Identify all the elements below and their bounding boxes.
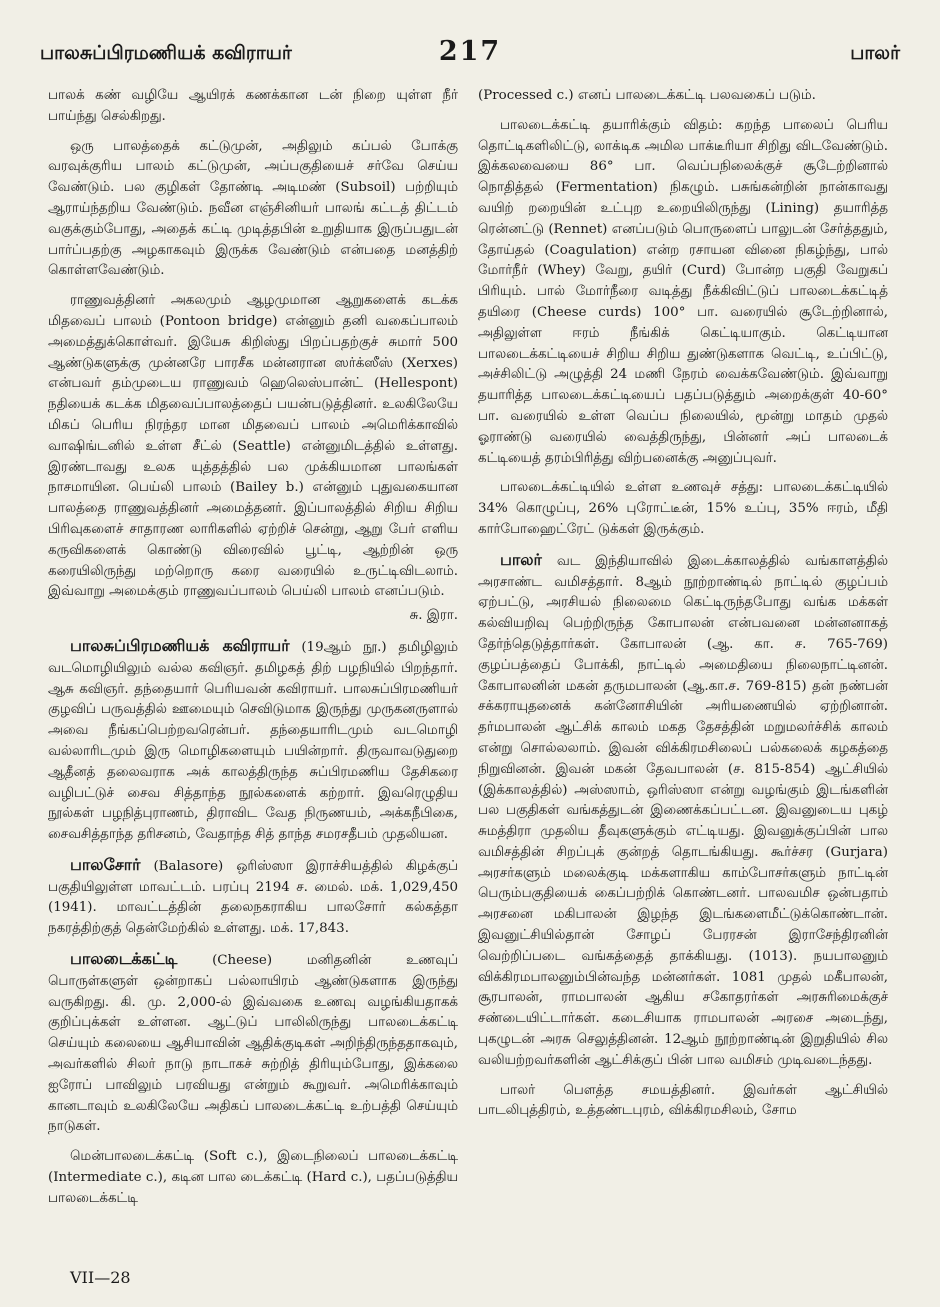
entry-text: வட இந்தியாவில் இடைக்காலத்தில் வங்காளத்தில் அரசாண்ட வமிசத்தார். 8ஆம் நூற்றாண்டில் நாட்டில் குழப்பம் ஏற்பட்டு, அரசியல் நிலைமை கெட்டிருந்தபோது வங்க மக்கள் கல்வியறிவு பெற்றிருந்த கோபாலன் என்பவனை மன்னனாகத் தேர்ந்தெடுத்தார்கள். கோபாலன் (ஆ. கா. ச. 765-769) குழப்பத்தைப் போக்கி, நாட்டில் அமைதியை நிலைநாட்டினன். கோபாலனின் மகன் தருமபாலன் (ஆ.கா.ச. 769-815) தன் நண்பன் சக்கராயுதனைக் கன்னோசியின் அரியணையில் ஏற்றினான். தர்மபாலன் ஆட்சிக் காலம் மகத தேசத்தின் மறுமலர்ச்சிக் காலம் என்று சொல்லலாம். இவன் விக்கிரமசிலைப் பல்கலைக் கழகத்தை நிறுவினன். இவன் மகன் தேவபாலன் (ச. 815-854) ஆட்சியில் (இக்காலத்தில்) அஸ்ஸாம், ஒரிஸ்ஸா என்று வழங்கும் இடங்களின் பல பகுதிகள் வங்கத்துடன் இணைக்கப்பட்டன. இவனுடைய புகழ் சுமத்திரா முதலிய தீவுகளுக்கும் எட்டியது. இவனுக்குப்பின் பால வமிசத்தின் சிறப்புக் குன்றத் தொடங்கியது. கூர்ச்சர (Gurjara) அரசர்களும் மலைக்குடி மக்களாகிய காம்போசர்களும் நாட்டின் பெரும்பகுதியைக் கைப்பற்றிக் கொண்டனர். பாலவமிச ஒன்பதாம் அரசனை மகிபாலன் இழந்த இடங்களைமீட்டுக்கொண்டான். இவனுட்சியில்தான் சோழப் பேரரசன் இராசேந்திரனின் வெற்றிப்படை வங்கத்தைத் தாக்கியது. (1013). நயபாலனும் விக்கிரமபாலனும்பின்வந்த மன்னர்கள். 1081 முதல் மகீபாலன், சூரபாலன், ராமபாலன் ஆகிய சகோதரர்கள் அரசுரிமைக்குச் சண்டையிட்டார்கள். கடைசியாக ராமபாலன் அரசை அடைந்து, புகழுடன் அரசு செலுத்தினன். 12ஆம் நூற்றாண்டின் இறுதியில் சில வலியற்றவர்களின் ஆட்சிக்குப் பின் பால வமிசம் முடிவடைந்தது. <box>478 553 888 1068</box>
signature-mark: VII—28 <box>70 1268 131 1287</box>
body-paragraph: பாலடைக்கட்டி தயாரிக்கும் விதம்: கறந்த பாலைப் பெரிய தொட்டிகளிலிட்டு, லாக்டிக அமில பாக்டீரியா சிறிது விடவேண்டும். இக்கலவையை 86° பா. வெப்பநிலைக்குச் சூடேற்றினால் நொதித்தல் (Fermentation) நிகழும். பசுங்கன்றின் நான்காவது வயிற் றறையின் உட்புற உறையிலிருந்து (Lining) தயாரித்த ரென்னட்டு (Rennet) எனப்படும் பொருளைப் பாலுடன் சேர்த்ததும், தோய்தல் (Coagulation) என்ற ரசாயன வினை நிகழ்ந்து, பால் மோர்நீர் (Whey) வேறு, தயிர் (Curd) போன்ற பகுதி வேறுகப் பிரியும். பால் மோர்நீரை வடித்து நீக்கிவிட்டுப் பாலடைக்கட்டித் தயிரை (Cheese curds) 100° பா. வரையில் சூடேற்றினால், அதிலுள்ள ஈரம் நீங்கிக் கெட்டியாகும். கெட்டியான பாலடைக்கட்டியைச் சிறிய சிறிய துண்டுகளாக வெட்டி, உப்பிட்டு, அச்சிலிட்டு அழுத்தி 24 மணி நேரம் வைக்கவேண்டும். இவ்வாறு தயாரித்த பாலடைக்கட்டியைப் பதப்படுத்தும் அறைக்குள் 40-60° பா. வரையில் உள்ள வெப்ப நிலையில், மூன்று மாதம் முதல் ஓராண்டு வரையில் வைத்திருந்து, பின்னர் அப் பாலடைக் கட்டியைத் தரம்பிரித்து விற்பனைக்கு அனுப்புவர். <box>478 117 888 466</box>
entry-headword: பாலசோர் <box>70 854 141 874</box>
entry-paragraph <box>478 550 888 1072</box>
body-paragraph: பாலக் கண் வழியே ஆயிரக் கணக்கான டன் நிறை யுள்ள நீர் பாய்ந்து செல்கிறது. <box>48 88 458 124</box>
body-paragraph: மென்பாலடைக்கட்டி (Soft c.), இடைநிலைப் பாலடைக்கட்டி (Intermediate c.), கடின பால டைக்கட்டி (Hard c.), பதப்படுத்திய பாலடைக்கட்டி <box>48 1149 458 1206</box>
body-paragraph: ராணுவத்தினர் அகலமும் ஆழமுமான ஆறுகளைக் கடக்க மிதவைப் பாலம் (Pontoon bridge) என்னும் தனி வகைப்பாலம் அமைத்துக்கொள்வர். இயேசு கிறிஸ்து பிறப்பதற்குச் சுமார் 500 ஆண்டுகளுக்கு முன்னரே பாரசீக மன்னரான ஸர்க்ஸீஸ் (Xerxes) என்பவர் தம்முடைய ராணுவம் ஹெலெஸ்பான்ட் (Hellespont) நதியைக் கடக்க மிதவைப்பாலத்தைப் பயன்படுத்தினர். உலகிலேயே மிகப் பெரிய நிரந்தர மான மிதவைப் பாலம் அமெரிக்காவில் வாஷிங்டனில் உள்ள சீட்ல் (Seattle) என்னுமிடத்தில் உள்ளது. இரண்டாவது உலக யுத்தத்தில் பல முக்கியமான பாலங்கள் நாசமாயின. பெய்லி பாலம் (Bailey b.) என்னும் புதுவகையான பாலத்தை ராணுவத்தினர் அமைத்தனர். இப்பாலத்தில் சிறிய சிறிய பிரிவுகளைச் சாதாரண லாரிகளில் ஏற்றிச் சென்று, ஆறு பேர் எளிய கருவிகளைக் கொண்டு விரைவில் பூட்டி, ஆற்றின் ஒரு கரையிலிருந்து மற்றொரு கரை வரையில் உருட்டிவிடலாம். இவ்வாறு அமைக்கும் ராணுவப்பாலம் பெய்லி பாலம் எனப்படும். <box>48 293 458 600</box>
entry-headword: பாலர் <box>500 549 542 569</box>
body-paragraph: பாலர் பௌத்த சமயத்தினர். இவர்கள் ஆட்சியில் பாடலிபுத்திரம், உத்தண்டபுரம், விக்கிரமசிலம், சோம <box>478 1082 888 1119</box>
author-initials: சு. இரா. <box>409 608 458 624</box>
entry-text: (Cheese) மனிதனின் உணவுப் பொருள்களுள் ஒன்றாகப் பல்லாயிரம் ஆண்டுகளாக இருந்து வருகிறது. கி. மு. 2,000-ல் இவ்வகை உணவு வழங்கியதாகக் குறிப்புக்கள் உள்ளன. ஆட்டுப் பாலிலிருந்து பாலடைக்கட்டி செய்யும் கலையை ஆசியாவின் ஆதிக்குடிகள் அறிந்திருந்ததாகவும், அவர்களில் சிலர் நாடு நாடாகச் சுற்றித் திரியும்போது, இக்கலை ஐரோப் பாவிலும் பரவியது என்றும் கூறுவர். அமெரிக்காவும் கானடாவும் உலகிலேயே அதிகப் பாலடைக்கட்டி உற்பத்தி செய்யும் நாடுகள். <box>48 953 458 1135</box>
body-paragraph: ஒரு பாலத்தைக் கட்டுமுன், அதிலும் கப்பல் போக்கு வரவுக்குரிய பாலம் கட்டுமுன், அப்பகுதியைச் சர்வே செய்ய வேண்டும். பல குழிகள் தோண்டி அடிமண் (Subsoil) பற்றியும் ஆராய்ந்தறிய வேண்டும். நவீன எஞ்சினியர் பாலங் கட்டத் திட்டம் வகுக்கும்போது, அதைக் கட்டி முடித்தபின் உறுதியாக இருப்பதுடன் பார்ப்பதற்கு அழகாகவும் இருக்க வேண்டும் என்பதை மனத்திற் கொள்ளவேண்டும். <box>48 138 458 279</box>
page-header <box>40 36 900 70</box>
entry-text: (19ஆம் நூ.) தமிழிலும் வடமொழியிலும் வல்ல கவிஞர். தமிழகத் திற் பழநியில் பிறந்தார். ஆசு கவிஞர். தந்தையார் பெரியவன் கவிராயர். பாலசுப்பிரமணியர் குழவிப் பருவத்தில் ஊமையும் செவிடுமாக இருந்து முருகனருளால் அவை நீங்கப்பெற்றவரென்பர். தந்தையாரிடமும் வடமொழி வல்லாரிடமும் இரு மொழிகளையும் பயின்றார். திருவாவடுதுறை ஆதீனத் தலைவராக அக் காலத்திருந்த சுப்பிரமணிய தேசிகரை வழிபட்டுச் சைவ சித்தாந்த நூல்களைக் கற்றார். இவரெழுதிய நூல்கள் பழநித்புராணம், திராவிட வேத நிருணயம், அக்கநீபிகை, சைவசித்தாந்த தரிசனம், வேதாந்த சித் தாந்த சமரசதீபம் முதலியன. <box>48 639 458 843</box>
left-column <box>48 86 458 1219</box>
running-head-left: பாலசுப்பிரமணியக் கவிராயர் <box>40 42 292 64</box>
entry-paragraph <box>48 636 458 846</box>
entry-headword: பாலசுப்பிரமணியக் கவிராயர் <box>70 635 290 655</box>
page-number: 217 <box>438 36 502 67</box>
running-head-right: பாலர் <box>850 42 900 64</box>
body-paragraph: பாலடைக்கட்டியில் உள்ள உணவுச் சத்து: பாலடைக்கட்டியில் 34% கொழுப்பு, 26% புரோட்டீன், 15% உப்பு, 35% ஈரம், மீதி கார்போஹைட்ரேட் டுக்கள் இருக்கும். <box>478 480 888 537</box>
entry-text: (Balasore) ஒரிஸ்ஸா இராச்சியத்தில் கிழக்குப் பகுதியிலுள்ள மாவட்டம். பரப்பு 2194 ச. மைல். மக். 1,029,450 (1941). மாவட்டத்தின் தலைநகராகிய பாலசோர் கல்கத்தா நகரத்திற்குத் தென்மேற்கில் உள்ளது. மக். 17,843. <box>48 858 458 937</box>
body-paragraph: (Processed c.) எனப் பாலடைக்கட்டி பலவகைப் படும். <box>478 88 816 103</box>
right-column <box>478 86 888 1131</box>
entry-paragraph <box>48 949 458 1138</box>
entry-paragraph <box>48 855 458 940</box>
entry-headword: பாலடைக்கட்டி <box>70 949 178 969</box>
